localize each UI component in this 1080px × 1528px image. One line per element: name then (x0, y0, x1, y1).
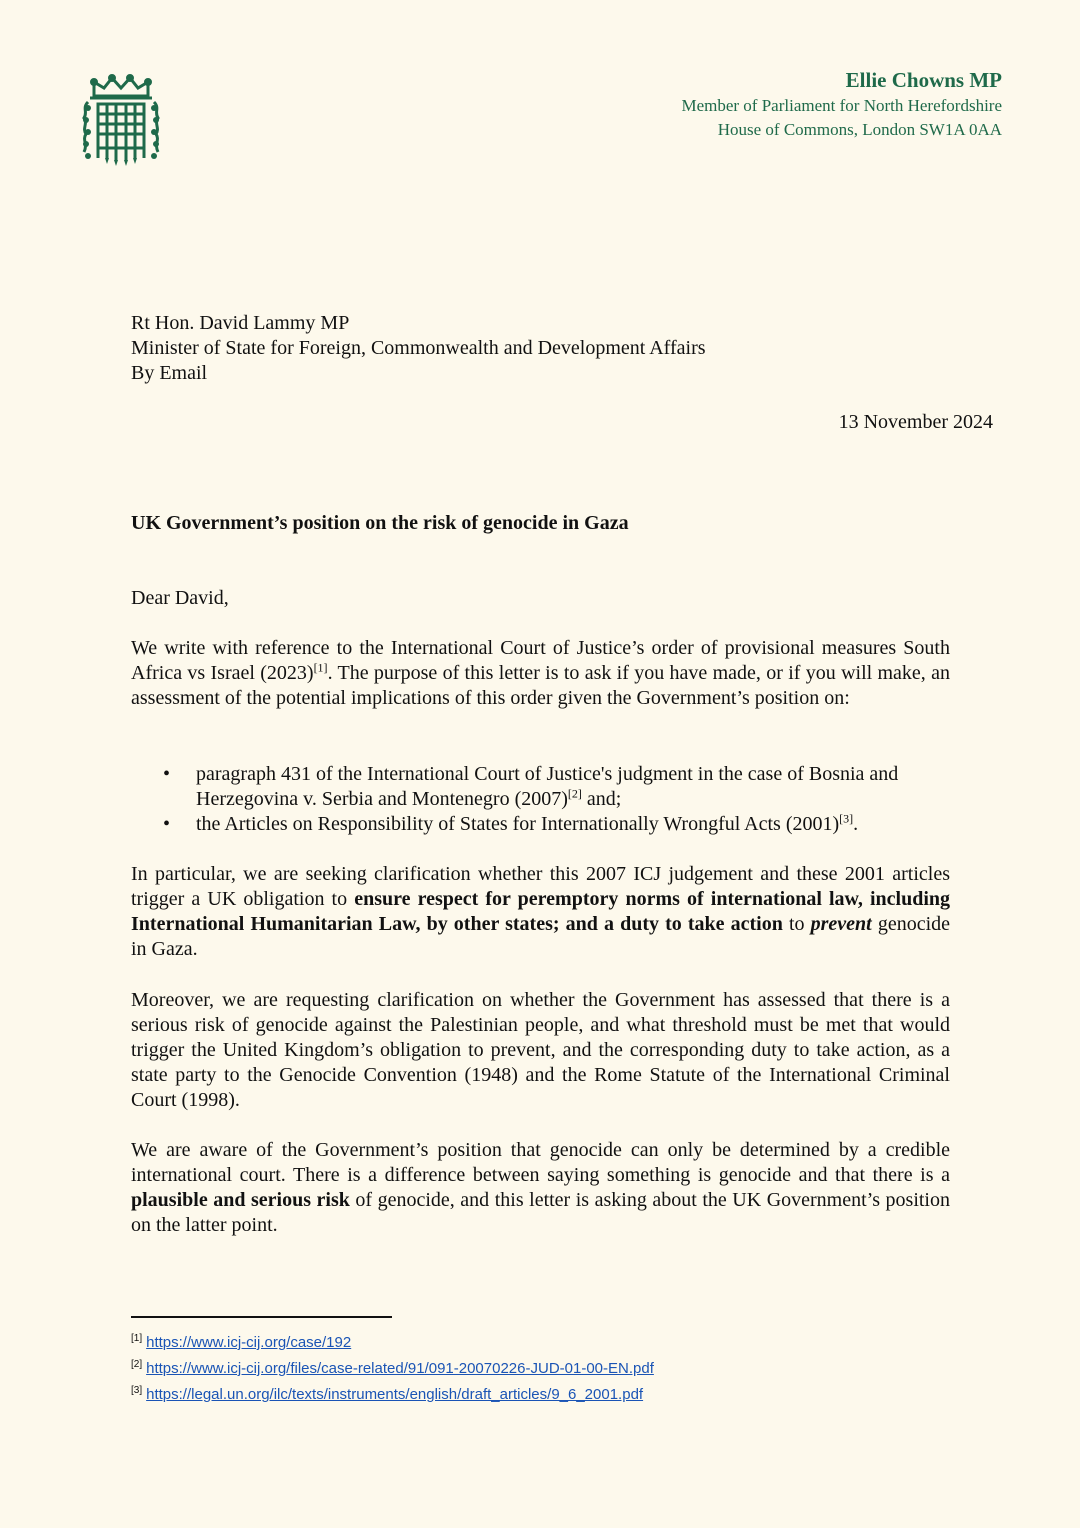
footnote-ref-1: [1] (313, 660, 328, 675)
footnote-ref-2: [2] (567, 786, 582, 801)
list-item: • paragraph 431 of the International Court of Justice's judgment in the case of Bosnia and Herzegovina v. Serbia and Montenegro (2007)[2] and; (163, 763, 899, 810)
footnote-link-1[interactable]: https://www.icj-cij.org/case/192 (146, 1334, 352, 1351)
delivery-method: By Email (131, 362, 208, 384)
footnote-link-2[interactable]: https://www.icj-cij.org/files/case-related/91/091-20070226-JUD-01-00-EN.pdf (146, 1360, 654, 1377)
portcullis-icon (80, 74, 162, 166)
mp-name: Ellie Chowns MP (845, 68, 1002, 92)
recipient-block (131, 311, 706, 386)
salutation: Dear David, (131, 587, 229, 609)
footnote-2: [2] https://www.icj-cij.org/files/case-related/91/091-20070226-JUD-01-00-EN.pdf (131, 1359, 654, 1377)
footnote-1: [1] https://www.icj-cij.org/case/192 (131, 1333, 352, 1351)
list-item: • the Articles on Responsibility of States for Internationally Wrongful Acts (2001)[3]. (163, 811, 859, 835)
recipient-title: Minister of State for Foreign, Commonwealth and Development Affairs (131, 337, 706, 359)
footnote-3: [3] https://legal.un.org/ilc/texts/instruments/english/draft_articles/9_6_2001.pdf (131, 1385, 644, 1403)
mp-address: House of Commons, London SW1A 0AA (717, 120, 1002, 139)
letter-subject: UK Government’s position on the risk of genocide in Gaza (131, 512, 629, 534)
paragraph-1: We write with reference to the International Court of Justice’s order of provisional measures South Africa vs Israel (2023)[1]. The purpose of this letter is to ask if you have made, or if you will make, an assessment of the potential implications of this order given the Government’s position on: (131, 637, 951, 709)
letter-date: 13 November 2024 (838, 411, 993, 433)
letterhead (681, 66, 1002, 142)
mp-constituency: Member of Parliament for North Herefordshire (681, 96, 1002, 115)
footnote-link-3[interactable]: https://legal.un.org/ilc/texts/instruments/english/draft_articles/9_6_2001.pdf (146, 1386, 644, 1403)
recipient-name: Rt Hon. David Lammy MP (131, 312, 350, 334)
footnotes (131, 1328, 654, 1406)
paragraph-2: In particular, we are seeking clarification whether this 2007 ICJ judgement and these 2001 articles trigger a UK obligation to ensure respect for peremptory norms of international law, including International Humanitarian Law, by other states; and a duty to take action to prevent genocide in Gaza. (131, 863, 951, 960)
paragraph-4: We are aware of the Government’s position that genocide can only be determined by a credible international court. There is a difference between saying something is genocide and that there is a plausible and serious risk of genocide, and this letter is asking about the UK Government’s position on the latter point. (131, 1139, 950, 1236)
footnote-ref-3: [3] (839, 811, 854, 826)
paragraph-3: Moreover, we are requesting clarification on whether the Government has assessed that there is a serious risk of genocide against the Palestinian people, and what threshold must be met that would trigger the United Kingdom’s obligation to prevent, and the corresponding duty to take action, as a state party to the Genocide Convention (1948) and the Rome Statute of the International Criminal Court (1998). (131, 989, 950, 1111)
footnote-divider (131, 1316, 392, 1318)
bullet-list (163, 762, 953, 837)
